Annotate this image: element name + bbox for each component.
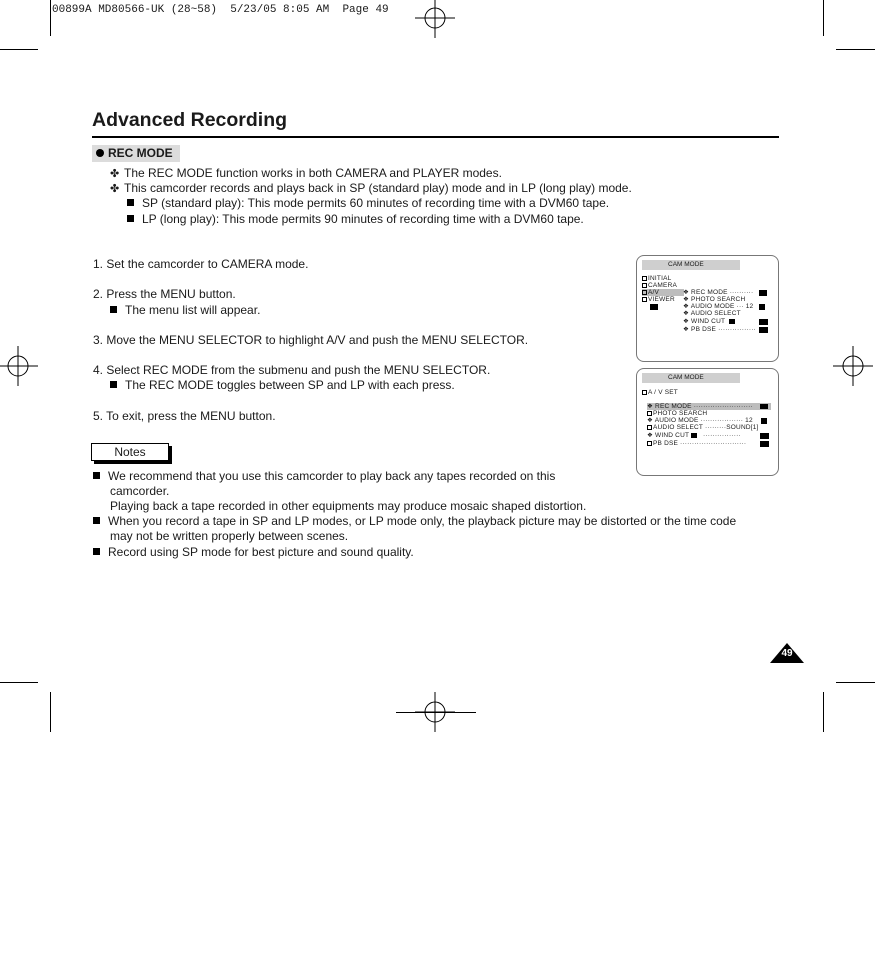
note-2-cont: may not be written properly between scenes. <box>110 529 349 543</box>
left-menu-item <box>642 275 671 282</box>
square-bullet-icon <box>127 215 134 222</box>
note-text: When you record a tape in SP and LP modes, or LP mode only, the playback picture may be distorted or the time code <box>108 514 737 528</box>
submenu-item: ❖ WIND CUT <box>683 318 726 325</box>
registration-mark-icon <box>0 346 38 386</box>
wind-icon <box>729 319 735 324</box>
page-number: 49 <box>781 648 793 659</box>
left-menu-label: VIEWER <box>648 296 675 303</box>
menu-screen-2 <box>636 368 779 476</box>
submenu-item: ❖ WIND CUT <box>647 432 690 439</box>
audio-value: 12 <box>745 417 753 424</box>
wind-icon <box>691 433 697 438</box>
sp-icon <box>759 290 767 296</box>
submenu-label: WIND CUT <box>655 432 690 439</box>
submenu-item <box>647 410 707 417</box>
sub-line <box>127 196 609 211</box>
menu-icon <box>642 276 647 281</box>
step-4: 4. Select REC MODE from the submenu and push the MENU SELECTOR. <box>93 363 491 377</box>
bullet-icon <box>96 149 104 157</box>
square-bullet-icon <box>110 306 117 313</box>
sub-text: LP (long play): This mode permits 90 minutes of recording time with a DVM60 tape. <box>142 212 584 226</box>
intro-text: The REC MODE function works in both CAMERA and PLAYER modes. <box>124 166 502 180</box>
step-sub-text: The menu list will appear. <box>125 303 261 317</box>
intro-line <box>110 166 502 182</box>
submenu-item: ❖ PB DSE ················ <box>683 326 756 333</box>
step-2-sub <box>110 303 260 318</box>
off-icon <box>760 433 769 439</box>
step-2: 2. Press the MENU button. <box>93 287 236 301</box>
crop-line <box>823 0 824 36</box>
menu-icon <box>642 290 647 295</box>
step-1: 1. Set the camcorder to CAMERA mode. <box>93 257 309 271</box>
off-icon <box>759 327 768 333</box>
square-bullet-icon <box>93 548 100 555</box>
submenu-label: WIND CUT <box>691 318 726 325</box>
left-menu-label: A/V <box>648 289 660 296</box>
submenu-label: PB DSE <box>653 440 679 447</box>
screen-title: CAM MODE <box>642 260 740 270</box>
step-5: 5. To exit, press the MENU button. <box>93 409 276 423</box>
submenu-header-text: A / V SET <box>648 389 678 396</box>
step-3: 3. Move the MENU SELECTOR to highlight A/V and push the MENU SELECTOR. <box>93 333 529 347</box>
submenu-item: PB DSE ···························· <box>647 440 746 447</box>
sub-line <box>127 212 584 227</box>
submenu-item: AUDIO SELECT ·········SOUND[1] <box>647 424 759 431</box>
submenu-item-selected: ❖ REC MODE ························· <box>647 403 753 410</box>
page-title: Advanced Recording <box>92 109 288 131</box>
left-menu-item-selected <box>642 289 659 296</box>
square-bullet-icon <box>127 199 134 206</box>
note-2 <box>93 514 736 529</box>
sub-text: SP (standard play): This mode permits 60 minutes of recording time with a DVM60 tape. <box>142 196 610 210</box>
submenu-label: PHOTO SEARCH <box>691 296 746 303</box>
cross-bullet-icon: ✤ <box>110 183 120 195</box>
note-3 <box>93 545 414 560</box>
square-bullet-icon <box>93 472 100 479</box>
section-heading-text: REC MODE <box>108 146 173 160</box>
step-sub-text: The REC MODE toggles between SP and LP with each press. <box>125 378 455 392</box>
off-icon <box>760 441 769 447</box>
crop-line <box>0 682 38 683</box>
crop-line <box>50 692 51 732</box>
submenu-label: AUDIO MODE <box>690 303 735 310</box>
menu-icon <box>647 441 652 446</box>
left-menu-item <box>642 282 677 289</box>
title-rule <box>92 136 779 138</box>
bit-icon <box>759 304 765 310</box>
intro-text: This camcorder records and plays back in SP (standard play) mode and in LP (long play) mode. <box>124 181 632 195</box>
submenu-item: ❖ AUDIO MODE ·················· 12 <box>647 417 753 424</box>
submenu-label: REC MODE <box>691 289 728 296</box>
left-menu-label: CAMERA <box>648 282 678 289</box>
note-1-cont: Playing back a tape recorded in other equipments may produce mosaic shaped distortion. <box>110 499 587 513</box>
menu-icon <box>642 297 647 302</box>
sp-icon <box>760 404 768 409</box>
submenu-item: ❖ AUDIO SELECT <box>683 310 741 317</box>
notes-label: Notes <box>91 443 169 461</box>
crop-line <box>836 682 875 683</box>
crop-line <box>50 0 51 36</box>
registration-mark-icon <box>415 0 455 38</box>
off-icon <box>759 319 768 325</box>
bit-icon <box>761 418 767 424</box>
square-bullet-icon <box>110 381 117 388</box>
menu-icon <box>647 425 652 430</box>
submenu-label: AUDIO SELECT <box>690 310 741 317</box>
square-bullet-icon <box>93 517 100 524</box>
submenu-item: ❖ AUDIO MODE ··· 12 <box>683 303 754 310</box>
menu-icon <box>647 411 652 416</box>
registration-mark-icon <box>833 346 873 386</box>
select-value: SOUND[1] <box>726 424 759 431</box>
audio-value: 12 <box>745 303 754 310</box>
submenu-label: REC MODE <box>655 403 692 410</box>
menu-icon <box>642 283 647 288</box>
submenu-header <box>642 389 678 396</box>
submenu-item: ❖ PHOTO SEARCH <box>683 296 746 303</box>
left-menu-item <box>642 296 675 303</box>
section-heading <box>92 145 180 162</box>
menu-icon-block <box>650 304 658 310</box>
submenu-label: PB DSE <box>691 326 717 333</box>
print-header: 00899A MD80566-UK (28~58) 5/23/05 8:05 AM Page 49 <box>52 4 389 16</box>
intro-line <box>110 181 632 197</box>
crop-line <box>0 49 38 50</box>
crop-line <box>836 49 875 50</box>
dot-leader: ················ <box>703 432 741 439</box>
screen-title: CAM MODE <box>642 373 740 383</box>
cross-bullet-icon: ✤ <box>110 168 120 180</box>
note-1 <box>93 469 555 484</box>
left-menu-label: INITIAL <box>648 275 672 282</box>
crop-line <box>823 692 824 732</box>
av-icon <box>642 390 647 395</box>
note-text: Record using SP mode for best picture and sound quality. <box>108 545 414 559</box>
menu-screen-1 <box>636 255 779 362</box>
submenu-item: ❖ REC MODE ·········· <box>683 289 754 296</box>
note-text: We recommend that you use this camcorder to play back any tapes recorded on this <box>108 469 556 483</box>
step-4-sub <box>110 378 455 393</box>
submenu-label: PHOTO SEARCH <box>653 410 708 417</box>
crop-line <box>396 712 476 713</box>
note-1-cont: camcorder. <box>110 484 170 498</box>
submenu-label: AUDIO SELECT <box>653 424 703 431</box>
submenu-label: AUDIO MODE <box>654 417 699 424</box>
